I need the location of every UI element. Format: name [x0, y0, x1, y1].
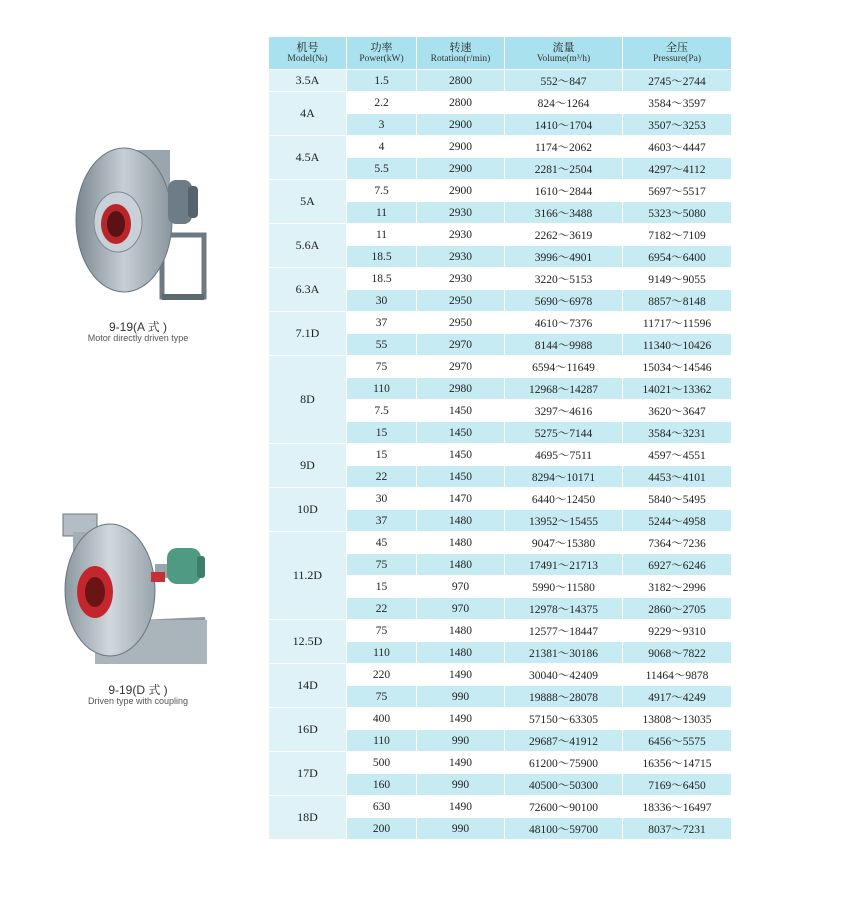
table-header-row — [269, 37, 732, 70]
model-cell: 11.2D — [269, 532, 347, 620]
fan-a-image — [72, 140, 212, 310]
volume-cell: 13952～15455 — [505, 510, 623, 532]
volume-cell: 12577～18447 — [505, 620, 623, 642]
rotation-cell: 1470 — [417, 488, 505, 510]
header-pressure-cn: 全压 — [666, 41, 688, 54]
fan-a-title: 9-19(A 式 ) — [108, 320, 168, 334]
power-cell: 7.5 — [347, 180, 417, 202]
header-model-en: Model(№) — [287, 54, 328, 64]
volume-cell: 17491～21713 — [505, 554, 623, 576]
volume-cell: 21381～30186 — [505, 642, 623, 664]
power-cell: 110 — [347, 642, 417, 664]
table-row — [269, 224, 732, 246]
rotation-cell: 1490 — [417, 752, 505, 774]
rotation-cell: 2930 — [417, 268, 505, 290]
power-cell: 5.5 — [347, 158, 417, 180]
pressure-cell: 5697～5517 — [623, 180, 732, 202]
volume-cell: 4610～7376 — [505, 312, 623, 334]
rotation-cell: 990 — [417, 774, 505, 796]
volume-cell: 2262～3619 — [505, 224, 623, 246]
performance-table — [268, 36, 732, 840]
pressure-cell: 3620～3647 — [623, 400, 732, 422]
model-cell: 6.3A — [269, 268, 347, 312]
pressure-cell: 16356～14715 — [623, 752, 732, 774]
header-power-cn: 功率 — [370, 41, 393, 54]
table-row — [269, 708, 732, 730]
rotation-cell: 1490 — [417, 796, 505, 818]
power-cell: 400 — [347, 708, 417, 730]
model-cell: 4.5A — [269, 136, 347, 180]
pressure-cell: 2745～2744 — [623, 70, 732, 92]
power-cell: 75 — [347, 620, 417, 642]
volume-cell: 30040～42409 — [505, 664, 623, 686]
power-cell: 75 — [347, 554, 417, 576]
pressure-cell: 5840～5495 — [623, 488, 732, 510]
power-cell: 37 — [347, 312, 417, 334]
rotation-cell: 1450 — [417, 466, 505, 488]
model-cell: 7.1D — [269, 312, 347, 356]
volume-cell: 5275～7144 — [505, 422, 623, 444]
table-row — [269, 268, 732, 290]
pressure-cell: 9149～9055 — [623, 268, 732, 290]
fan-d-illustration — [55, 512, 215, 672]
rotation-cell: 2970 — [417, 356, 505, 378]
pressure-cell: 4917～4249 — [623, 686, 732, 708]
volume-cell: 9047～15380 — [505, 532, 623, 554]
header-rotation — [417, 37, 505, 70]
power-cell: 18.5 — [347, 268, 417, 290]
pressure-cell: 3584～3597 — [623, 92, 732, 114]
header-volume-en: Volume(m³/h) — [536, 54, 591, 64]
power-cell: 45 — [347, 532, 417, 554]
fan-d-image — [55, 512, 215, 672]
pressure-cell: 9229～9310 — [623, 620, 732, 642]
pressure-cell: 2860～2705 — [623, 598, 732, 620]
model-cell: 3.5A — [269, 70, 347, 92]
power-cell: 3 — [347, 114, 417, 136]
header-model-cn: 机号 — [296, 41, 319, 54]
volume-cell: 8294～10171 — [505, 466, 623, 488]
pressure-cell: 8857～8148 — [623, 290, 732, 312]
power-cell: 110 — [347, 730, 417, 752]
pressure-cell: 7364～7236 — [623, 532, 732, 554]
power-cell: 22 — [347, 598, 417, 620]
power-cell: 110 — [347, 378, 417, 400]
pressure-cell: 5244～4958 — [623, 510, 732, 532]
pressure-cell: 14021～13362 — [623, 378, 732, 400]
power-cell: 4 — [347, 136, 417, 158]
pressure-cell: 6954～6400 — [623, 246, 732, 268]
power-cell: 18.5 — [347, 246, 417, 268]
rotation-cell: 2980 — [417, 378, 505, 400]
rotation-cell: 2930 — [417, 246, 505, 268]
pressure-cell: 4453～4101 — [623, 466, 732, 488]
volume-cell: 3996～4901 — [505, 246, 623, 268]
volume-cell: 5990～11580 — [505, 576, 623, 598]
pressure-cell: 11340～10426 — [623, 334, 732, 356]
rotation-cell: 2900 — [417, 136, 505, 158]
rotation-cell: 2900 — [417, 114, 505, 136]
power-cell: 75 — [347, 686, 417, 708]
volume-cell: 6594～11649 — [505, 356, 623, 378]
model-cell: 18D — [269, 796, 347, 840]
rotation-cell: 1480 — [417, 510, 505, 532]
power-cell: 7.5 — [347, 400, 417, 422]
power-cell: 630 — [347, 796, 417, 818]
header-model — [269, 37, 347, 70]
volume-cell: 3297～4616 — [505, 400, 623, 422]
pressure-cell: 13808～13035 — [623, 708, 732, 730]
power-cell: 30 — [347, 290, 417, 312]
model-cell: 17D — [269, 752, 347, 796]
rotation-cell: 1480 — [417, 620, 505, 642]
volume-cell: 6440～12450 — [505, 488, 623, 510]
pressure-cell: 7169～6450 — [623, 774, 732, 796]
power-cell: 220 — [347, 664, 417, 686]
power-cell: 22 — [347, 466, 417, 488]
rotation-cell: 2900 — [417, 180, 505, 202]
model-cell: 5.6A — [269, 224, 347, 268]
rotation-cell: 1480 — [417, 554, 505, 576]
table-row — [269, 136, 732, 158]
pressure-cell: 6927～6246 — [623, 554, 732, 576]
rotation-cell: 990 — [417, 730, 505, 752]
volume-cell: 29687～41912 — [505, 730, 623, 752]
rotation-cell: 1480 — [417, 532, 505, 554]
table-row — [269, 752, 732, 774]
volume-cell: 40500～50300 — [505, 774, 623, 796]
power-cell: 75 — [347, 356, 417, 378]
table-row — [269, 620, 732, 642]
rotation-cell: 1450 — [417, 444, 505, 466]
model-cell: 9D — [269, 444, 347, 488]
fan-a-subtitle: Motor directly driven type — [87, 333, 189, 343]
pressure-cell: 18336～16497 — [623, 796, 732, 818]
power-cell: 160 — [347, 774, 417, 796]
model-cell: 14D — [269, 664, 347, 708]
model-cell: 8D — [269, 356, 347, 444]
header-pressure-en: Pressure(Pa) — [652, 54, 701, 64]
model-cell: 12.5D — [269, 620, 347, 664]
table-row — [269, 444, 732, 466]
pressure-cell: 4597～4551 — [623, 444, 732, 466]
table-row — [269, 356, 732, 378]
rotation-cell: 1480 — [417, 642, 505, 664]
rotation-cell: 1490 — [417, 664, 505, 686]
volume-cell: 72600～90100 — [505, 796, 623, 818]
table-row — [269, 796, 732, 818]
pressure-cell: 7182～7109 — [623, 224, 732, 246]
rotation-cell: 2950 — [417, 290, 505, 312]
rotation-cell: 2950 — [417, 312, 505, 334]
rotation-cell: 990 — [417, 818, 505, 840]
pressure-cell: 4603～4447 — [623, 136, 732, 158]
volume-cell: 3220～5153 — [505, 268, 623, 290]
rotation-cell: 970 — [417, 576, 505, 598]
pressure-cell: 11717～11596 — [623, 312, 732, 334]
power-cell: 37 — [347, 510, 417, 532]
volume-cell: 4695～7511 — [505, 444, 623, 466]
volume-cell: 12978～14375 — [505, 598, 623, 620]
pressure-cell: 4297～4112 — [623, 158, 732, 180]
power-cell: 15 — [347, 422, 417, 444]
pressure-cell: 3507～3253 — [623, 114, 732, 136]
volume-cell: 552～847 — [505, 70, 623, 92]
volume-cell: 1174～2062 — [505, 136, 623, 158]
pressure-cell: 3584～3231 — [623, 422, 732, 444]
volume-cell: 61200～75900 — [505, 752, 623, 774]
volume-cell: 48100～59700 — [505, 818, 623, 840]
table-row — [269, 70, 732, 92]
volume-cell: 8144～9988 — [505, 334, 623, 356]
table-row — [269, 532, 732, 554]
pressure-cell: 3182～2996 — [623, 576, 732, 598]
rotation-cell: 970 — [417, 598, 505, 620]
rotation-cell: 2930 — [417, 224, 505, 246]
pressure-cell: 9068～7822 — [623, 642, 732, 664]
volume-cell: 12968～14287 — [505, 378, 623, 400]
power-cell: 30 — [347, 488, 417, 510]
volume-cell: 1410～1704 — [505, 114, 623, 136]
header-volume-cn: 流量 — [552, 41, 575, 54]
rotation-cell: 1450 — [417, 400, 505, 422]
pressure-cell: 15034～14546 — [623, 356, 732, 378]
header-rotation-en: Rotation(r/min) — [430, 54, 491, 64]
pressure-cell: 5323～5080 — [623, 202, 732, 224]
volume-cell: 5690～6978 — [505, 290, 623, 312]
power-cell: 1.5 — [347, 70, 417, 92]
pressure-cell: 6456～5575 — [623, 730, 732, 752]
fan-d-title: 9-19(D 式 ) — [108, 683, 168, 697]
model-cell: 4A — [269, 92, 347, 136]
power-cell: 55 — [347, 334, 417, 356]
fan-d-subtitle: Driven type with coupling — [87, 696, 189, 706]
power-cell: 11 — [347, 224, 417, 246]
product-images-panel — [0, 0, 265, 900]
power-cell: 2.2 — [347, 92, 417, 114]
volume-cell: 57150～63305 — [505, 708, 623, 730]
rotation-cell: 990 — [417, 686, 505, 708]
header-power — [347, 37, 417, 70]
volume-cell: 824～1264 — [505, 92, 623, 114]
header-power-en: Power(kW) — [359, 54, 404, 64]
rotation-cell: 2900 — [417, 158, 505, 180]
table-row — [269, 92, 732, 114]
header-pressure — [623, 37, 732, 70]
rotation-cell: 2800 — [417, 70, 505, 92]
rotation-cell: 2800 — [417, 92, 505, 114]
table-body — [269, 70, 732, 840]
rotation-cell: 2930 — [417, 202, 505, 224]
volume-cell: 3166～3488 — [505, 202, 623, 224]
rotation-cell: 2970 — [417, 334, 505, 356]
model-cell: 10D — [269, 488, 347, 532]
power-cell: 15 — [347, 444, 417, 466]
header-rotation-cn: 转速 — [449, 41, 472, 54]
pressure-cell: 8037～7231 — [623, 818, 732, 840]
model-cell: 5A — [269, 180, 347, 224]
volume-cell: 19888～28078 — [505, 686, 623, 708]
volume-cell: 2281～2504 — [505, 158, 623, 180]
fan-a-illustration — [72, 140, 212, 310]
power-cell: 200 — [347, 818, 417, 840]
table-row — [269, 180, 732, 202]
model-cell: 16D — [269, 708, 347, 752]
power-cell: 11 — [347, 202, 417, 224]
pressure-cell: 11464～9878 — [623, 664, 732, 686]
power-cell: 15 — [347, 576, 417, 598]
volume-cell: 1610～2844 — [505, 180, 623, 202]
table-row — [269, 488, 732, 510]
table-row — [269, 664, 732, 686]
rotation-cell: 1490 — [417, 708, 505, 730]
rotation-cell: 1450 — [417, 422, 505, 444]
table-row — [269, 312, 732, 334]
power-cell: 500 — [347, 752, 417, 774]
header-volume — [505, 37, 623, 70]
